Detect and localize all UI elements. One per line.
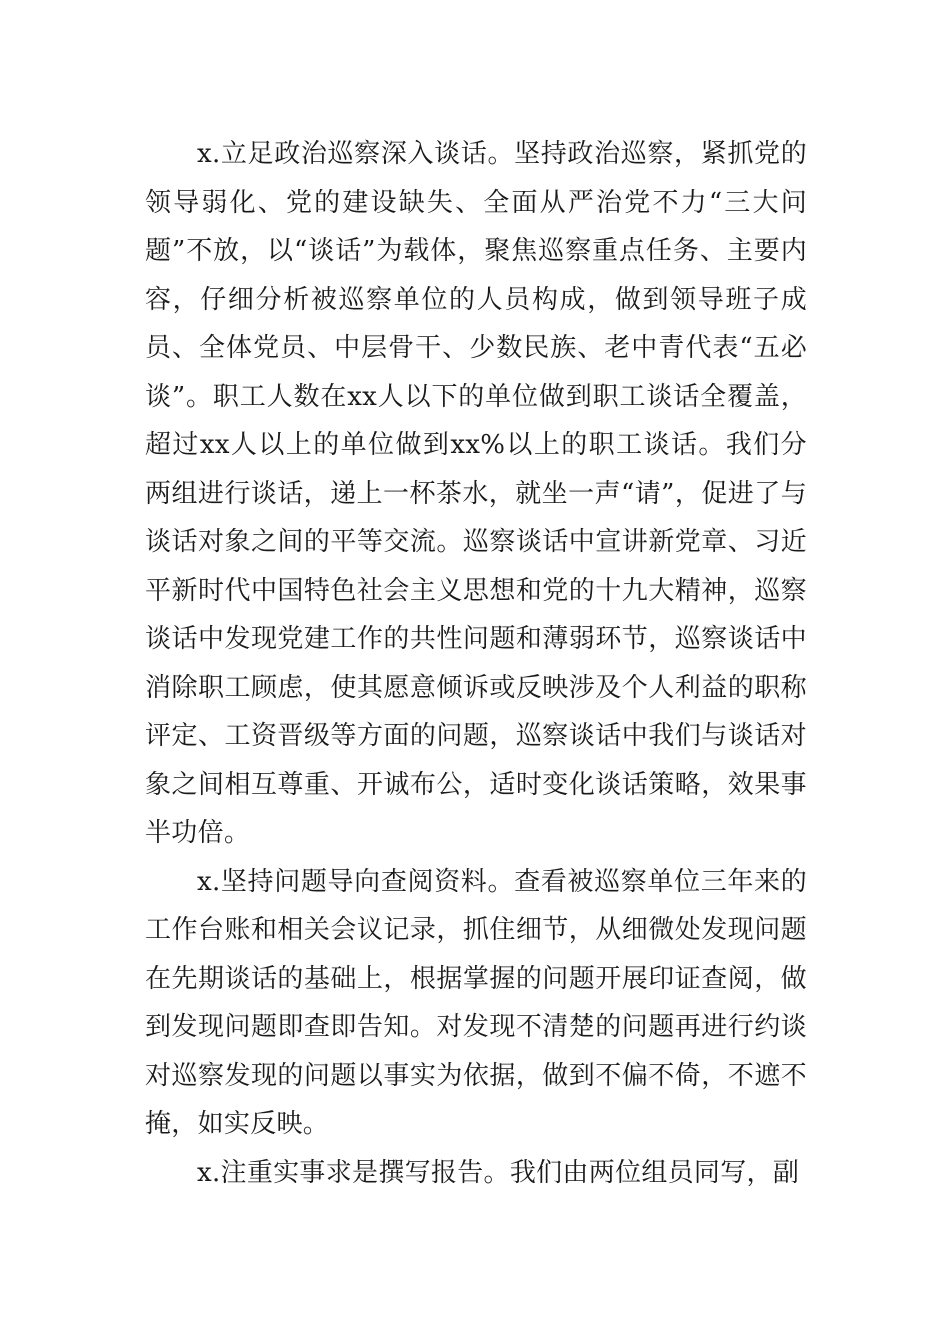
paragraph-political-inspection-talks: x.立足政治巡察深入谈话。坚持政治巡察，紧抓党的领导弱化、党的建设缺失、全面从严治党不力“三大问题”不放，以“谈话”为载体，聚焦巡察重点任务、主要内容，仔细分析被巡察单位的人员构成，做到领导班子成员、全体党员、中层骨干、少数民族、老中青代表“五必谈”。职工人数在xx人以下的单位做到职工谈话全覆盖，超过xx人以上的单位做到xx%以上的职工谈话。我们分两组进行谈话，递上一杯茶水，就坐一声“请”，促进了与谈话对象之间的平等交流。巡察谈话中宣讲新党章、习近平新时代中国特色社会主义思想和党的十九大精神，巡察谈话中发现党建工作的共性问题和薄弱环节，巡察谈话中消除职工顾虑，使其愿意倾诉或反映涉及个人利益的职称评定、工资晋级等方面的问题，巡察谈话中我们与谈话对象之间相互尊重、开诚布公，适时变化谈话策略，效果事半功倍。 xyxy=(145,139,807,848)
document-body xyxy=(145,130,807,1197)
paragraph-write-report: x.注重实事求是撰写报告。我们由两位组员同写，副 xyxy=(197,1157,800,1188)
paragraph-review-materials: x.坚持问题导向查阅资料。查看被巡察单位三年来的工作台账和相关会议记录，抓住细节，从细微处发现问题在先期谈话的基础上，根据掌握的问题开展印证查阅，做到发现问题即查即告知。对发现不清楚的问题再进行约谈对巡察发现的问题以事实为依据，做到不偏不倚，不遮不掩，如实反映。 xyxy=(145,866,807,1139)
